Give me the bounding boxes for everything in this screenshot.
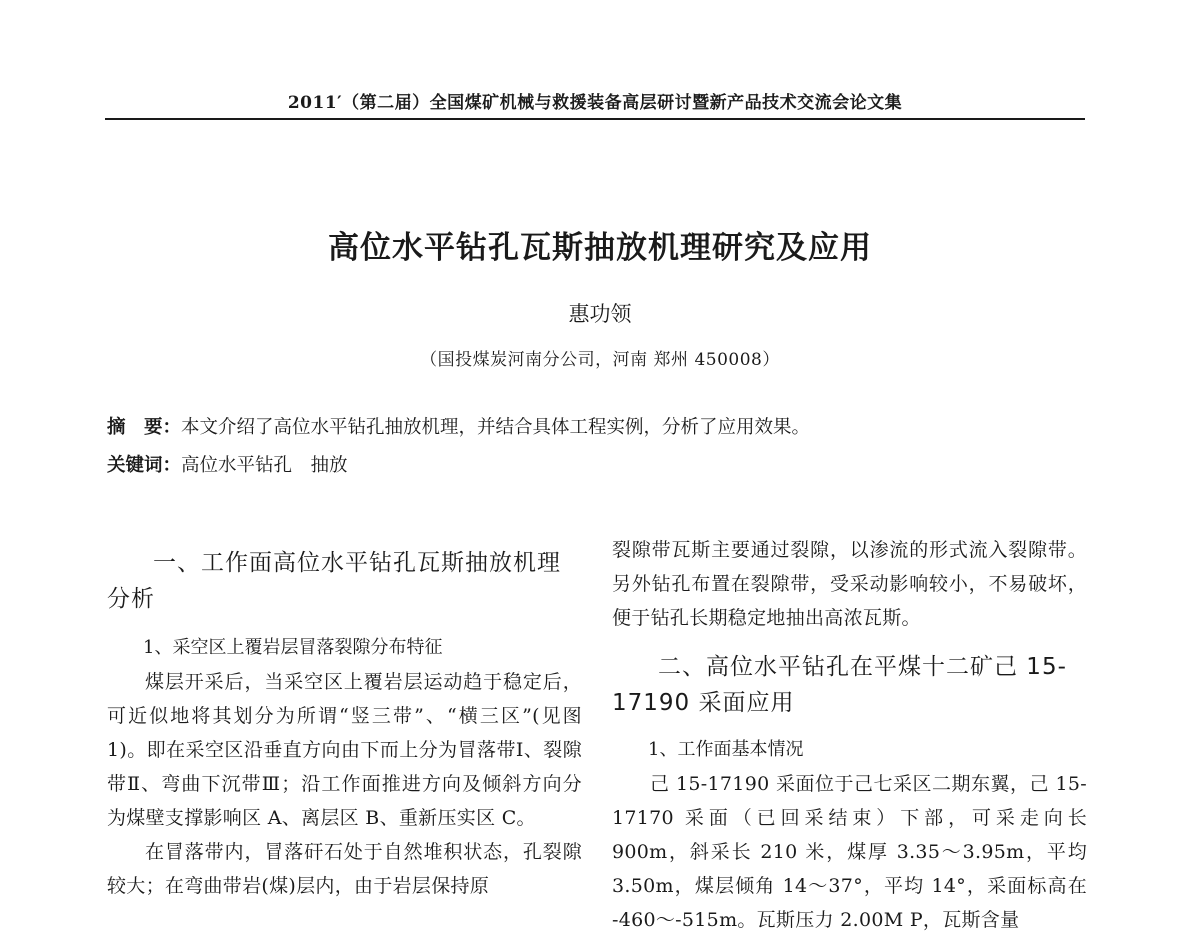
subsection-heading-2-1: 1、工作面基本情况 xyxy=(648,739,804,760)
section-heading-2: 二、高位水平钻孔在平煤十二矿己 15-17190 采面应用 xyxy=(612,654,1067,716)
section-heading-1: 一、工作面高位水平钻孔瓦斯抽放机理分析 xyxy=(107,550,561,612)
keywords xyxy=(107,451,348,477)
left-paragraph-2: 在冒落带内，冒落矸石处于自然堆积状态，孔裂隙较大；在弯曲带岩(煤)层内，由于岩层保持原 xyxy=(107,841,582,897)
affiliation: （国投煤炭河南分公司，河南 郑州 450008） xyxy=(420,350,780,370)
right-paragraph-cont: 裂隙带瓦斯主要通过裂隙，以渗流的形式流入裂隙带。另外钻孔布置在裂隙带，受采动影响较小，不易破坏，便于钻孔长期稳定地抽出高浓瓦斯。 xyxy=(612,539,1087,629)
author: 惠功领 xyxy=(568,302,632,326)
left-column xyxy=(107,535,582,903)
abstract-label: 摘 要： xyxy=(107,417,182,438)
right-paragraph-1: 己 15-17190 采面位于己七采区二期东翼，己 15-17170 采面（已回采结束）下部，可采走向长 900m，斜采长 210 米，煤厚 3.35～3.95m，平均 3.50m，煤层倾角 14～37°，平均 14°，采面标高在 -460～-515m。瓦斯压力 2.00M P，瓦斯含量 xyxy=(612,773,1087,931)
abstract-text: 本文介绍了高位水平钻孔抽放机理，并结合具体工程实例，分析了应用效果。 xyxy=(181,417,811,438)
header-rule xyxy=(105,118,1085,120)
paper-title: 高位水平钻孔瓦斯抽放机理研究及应用 xyxy=(328,230,872,266)
subsection-heading-1-1: 1、采空区上覆岩层冒落裂隙分布特征 xyxy=(143,637,443,658)
left-paragraph-1: 煤层开采后，当采空区上覆岩层运动趋于稳定后，可近似地将其划分为所谓“竖三带”、“横三区”(见图 1)。即在采空区沿垂直方向由下而上分为冒落带Ⅰ、裂隙带Ⅱ、弯曲下沉带Ⅲ；沿工作面推进方向及倾斜方向分为煤壁支撑影响区 A、离层区 B、重新压实区 C。 xyxy=(107,671,582,829)
right-column xyxy=(612,535,1087,937)
abstract xyxy=(107,413,810,439)
keywords-label: 关键词： xyxy=(107,455,182,476)
keywords-text: 高位水平钻孔 抽放 xyxy=(181,455,348,476)
running-header: 2011′（第二届）全国煤矿机械与救援装备高层研讨暨新产品技术交流会论文集 xyxy=(287,93,903,113)
